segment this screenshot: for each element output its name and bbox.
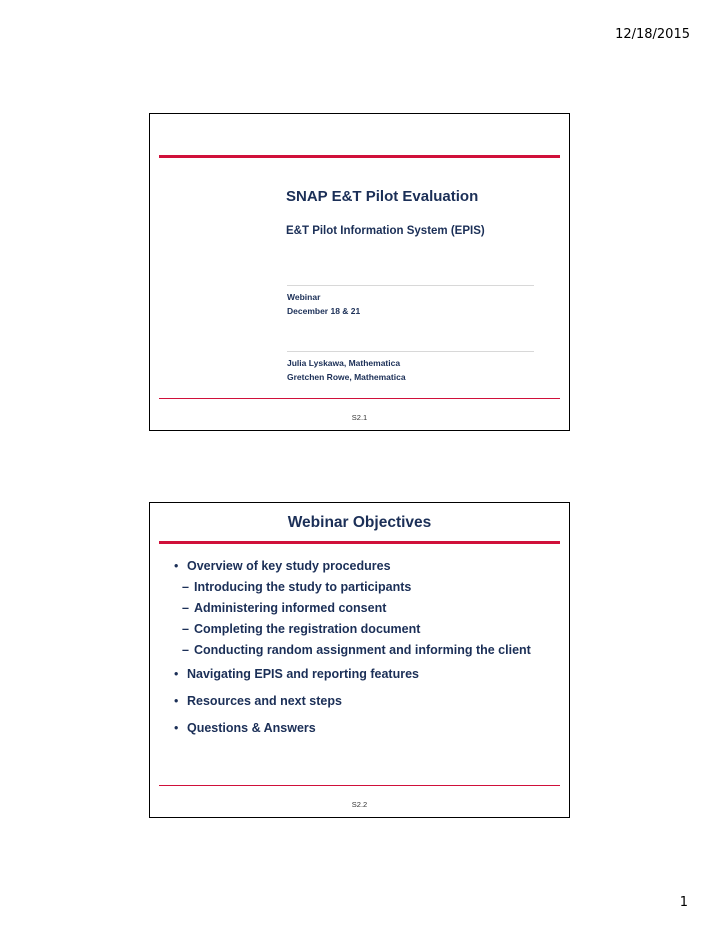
bullet-text: Questions & Answers — [187, 721, 316, 735]
dash-icon: – — [182, 580, 189, 594]
title-divider-red — [159, 155, 560, 158]
footer-divider-red — [159, 398, 560, 399]
bullet-item — [174, 666, 564, 682]
sub-bullet-item — [173, 642, 564, 658]
bullet-item — [174, 558, 564, 574]
bullet-item — [174, 720, 564, 736]
page-date: 12/18/2015 — [615, 27, 690, 42]
sub-bullet-item — [173, 600, 564, 616]
bullet-text: Overview of key study procedures — [187, 559, 391, 573]
sub-bullet-item — [173, 579, 564, 595]
bullet-list — [174, 558, 564, 736]
sub-bullet-text: Administering informed consent — [194, 601, 387, 615]
sub-bullet-item — [173, 621, 564, 637]
bullet-text: Navigating EPIS and reporting features — [187, 667, 419, 681]
bullet-icon: • — [174, 721, 179, 735]
bullet-icon: • — [174, 667, 179, 681]
bullet-icon: • — [174, 559, 179, 573]
sub-bullet-text: Completing the registration document — [194, 622, 421, 636]
title-divider-red — [159, 541, 560, 544]
dash-icon: – — [182, 622, 189, 636]
event-type: Webinar — [287, 292, 321, 302]
footer-divider-red — [159, 785, 560, 786]
slide-number: S2.2 — [351, 800, 368, 809]
page-number: 1 — [679, 895, 688, 910]
slide-subtitle: E&T Pilot Information System (EPIS) — [286, 225, 485, 237]
grey-divider — [287, 285, 534, 286]
dash-icon: – — [182, 643, 189, 657]
presenter-name: Julia Lyskawa, Mathematica — [287, 358, 401, 368]
grey-divider — [287, 351, 534, 352]
dash-icon: – — [182, 601, 189, 615]
sub-bullet-text: Introducing the study to participants — [194, 580, 412, 594]
sub-bullet-text: Conducting random assignment and informing the client — [194, 643, 531, 657]
slide-title: SNAP E&T Pilot Evaluation — [286, 188, 479, 205]
presenter-name: Gretchen Rowe, Mathematica — [287, 372, 406, 382]
bullet-text: Resources and next steps — [187, 694, 342, 708]
event-dates: December 18 & 21 — [287, 306, 361, 316]
slide-thumbnail-1 — [149, 113, 570, 431]
bullet-icon: • — [174, 694, 179, 708]
slide-thumbnail-2 — [149, 502, 570, 818]
bullet-item — [174, 693, 564, 709]
slide-number: S2.1 — [351, 413, 368, 422]
slide-title: Webinar Objectives — [287, 514, 432, 531]
